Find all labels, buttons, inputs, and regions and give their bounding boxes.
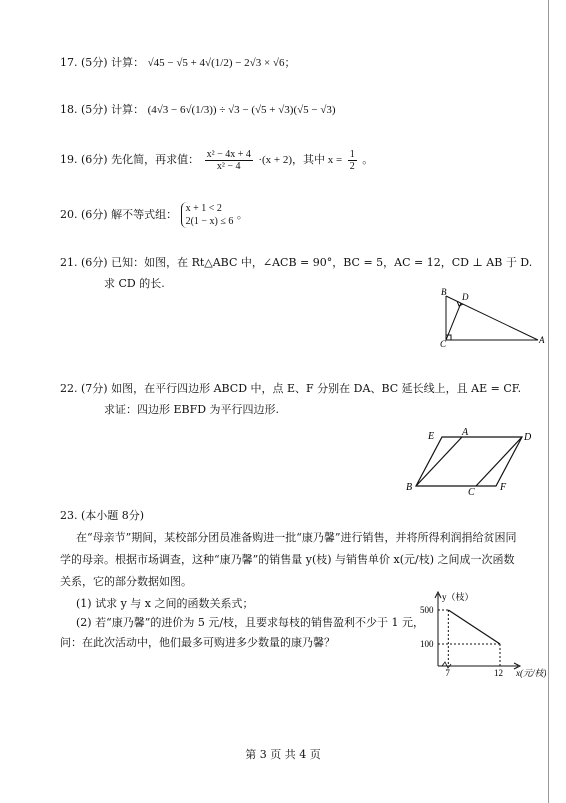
question-20 xyxy=(60,201,248,229)
question-19 xyxy=(60,148,373,172)
series-line xyxy=(448,610,500,644)
q21-line-2: 求 CD 的长. xyxy=(104,277,165,290)
label-C: C xyxy=(440,339,447,348)
q17-head: 17. (5分) 计算： xyxy=(60,56,145,69)
xtick-label-12: 12 xyxy=(494,668,503,678)
label-D: D xyxy=(462,292,469,302)
q20-ineq-2: 2(1 − x) ≤ 6 xyxy=(185,216,234,227)
q18-expression: (4√3 − 6√(1/3)) ÷ √3 − (√5 + √3)(√5 − √3) xyxy=(147,104,336,116)
q19-tail: ·(x + 2)，其中 x = xyxy=(258,154,343,166)
q20-ineq-1: x + 1 < 2 xyxy=(185,203,222,214)
q19-denominator: x² − 4 xyxy=(216,160,241,172)
q19-fraction xyxy=(205,149,253,172)
label-E: E xyxy=(428,431,435,442)
label-F: F xyxy=(500,482,507,493)
q19-x-value xyxy=(348,149,357,172)
ytick-label-500: 500 xyxy=(420,605,434,615)
q23-sub-1: (1) 试求 y 与 x 之间的函数关系式； xyxy=(76,597,254,610)
q23-sub-3: 问：在此次活动中，他们最多可购进多少数量的康乃馨？ xyxy=(60,636,335,649)
label-B: B xyxy=(441,287,447,297)
q21-figure xyxy=(432,284,548,348)
q23-sub-2: (2) 若“康乃馨”的进价为 5 元/枝，且要求每枝的销售盈利不少于 1 元， xyxy=(76,616,425,629)
q22-line-1: 22. (7分) 如图，在平行四边形 ABCD 中，点 E、F 分别在 DA、BC 延长线上，且 AE = CF. xyxy=(60,382,522,395)
q19-x-den: 2 xyxy=(349,160,355,172)
q23-chart xyxy=(418,588,546,678)
q23-para-2: 学的母亲。根据市场调查，这种“康乃馨”的销售量 y(枝) 与销售单价 x(元/枝) 之间成一次函数 xyxy=(60,553,515,566)
q19-head: 19. (6分) 先化简，再求值： xyxy=(60,153,200,166)
label-A: A xyxy=(539,335,545,345)
q20-head: 20. (6分) 解不等式组： xyxy=(60,208,178,221)
q18-head: 18. (5分) 计算： xyxy=(60,103,145,116)
xtick-label-7: 7 xyxy=(445,668,450,678)
q20-end: 。 xyxy=(236,208,248,221)
q23-head: 23. (本小题 8分) xyxy=(60,509,145,522)
label-D: D xyxy=(524,432,532,443)
q19-numerator: x² − 4x + 4 xyxy=(206,148,251,160)
q23-para-1: 在“母亲节”期间，某校部分团员准备购进一批“康乃馨”进行销售，并将所得利润捐给贫困同 xyxy=(76,531,517,544)
chart-xlabel: x(元/枝) xyxy=(516,668,546,678)
margin-line xyxy=(548,0,549,803)
chart-ylabel: y（枝） xyxy=(442,592,474,602)
page-footer: 第 3 页 共 4 页 xyxy=(245,748,321,761)
label-C: C xyxy=(468,487,475,498)
question-17 xyxy=(60,56,295,70)
q20-system xyxy=(181,202,234,228)
q21-line-1: 21. (6分) 已知：如图，在 Rt△ABC 中，∠ACB = 90°，BC = 5，AC = 12，CD ⊥ AB 于 D. xyxy=(60,256,533,269)
q23-para-3: 关系，它的部分数据如图。 xyxy=(60,575,192,588)
label-A: A xyxy=(462,427,469,438)
q19-end: 。 xyxy=(362,153,374,166)
question-18 xyxy=(60,103,336,117)
label-B: B xyxy=(406,482,413,493)
q19-x-num: 1 xyxy=(349,148,355,160)
ytick-label-100: 100 xyxy=(420,639,434,649)
q22-line-2: 求证：四边形 EBFD 为平行四边形. xyxy=(104,403,280,416)
q17-expression: √45 − √5 + 4√(1/2) − 2√3 × √6； xyxy=(147,57,296,69)
q22-figure xyxy=(400,424,540,499)
